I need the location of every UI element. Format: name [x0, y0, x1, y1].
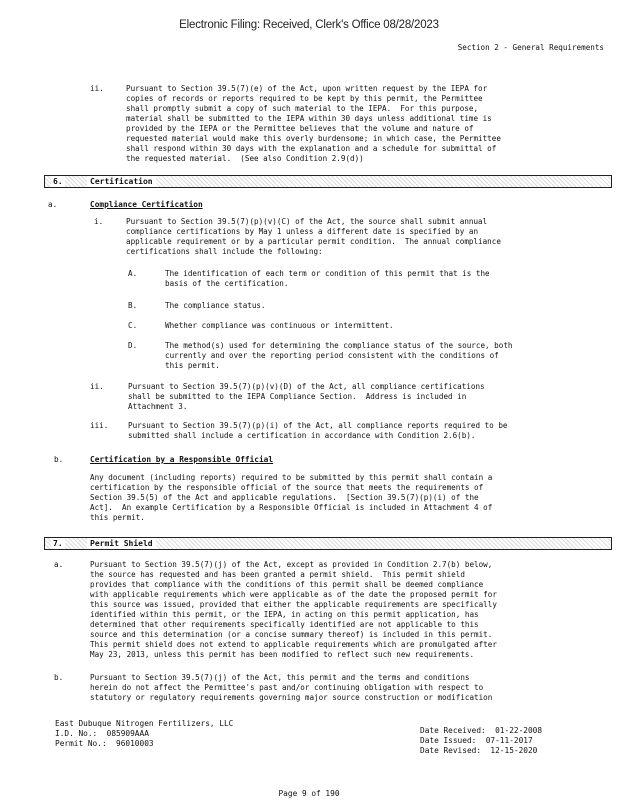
footer-id-number: I.D. No.: 085909AAA [55, 729, 149, 738]
paragraph: Pursuant to Section 39.5(7)(j) of the Act, except as provided in Condition 2.7(b) below, the source has requested and has been granted a permit shield. This permit shield provides that compliance with the conditions of this permit shall be deemed compliance with applicable requirements which were applicable as of the date the proposed permit for this source was issued, provided that either the applicable requirements are specifically identified within this permit, or the IEPA, in acting on this permit application, has determined that other requirements specifically identified are not applicable to this source and this determination (or a concise summary thereof) is included in this permit. This permit shield does not extend to applicable requirements which are promulgated after May 23, 2013, unless this permit has been modified to reflect such new requirements. [90, 560, 497, 659]
paragraph: Whether compliance was continuous or intermittent. [165, 321, 394, 330]
item-label: iii. [90, 421, 109, 430]
footer-date-received: Date Received: 01-22-2008 [420, 726, 543, 735]
paragraph: Pursuant to Section 39.5(7)(p)(v)(C) of the Act, the source shall submit annual compliance certifications by May 1 unless a different date is specified by an applicable requirement or by a particular permit condition. The annual compliance certifications shall include the following: [126, 217, 501, 256]
subsection-heading: Certification by a Responsible Official [90, 455, 274, 464]
filing-stamp: Electronic Filing: Received, Clerk's Office 08/28/2023 [179, 19, 439, 31]
item-label: D. [128, 341, 138, 350]
item-label: ii. [90, 382, 104, 391]
footer-date-issued: Date Issued: 07-11-2017 [420, 736, 533, 745]
subsection-label: a. [48, 200, 58, 209]
section-heading-bar [44, 537, 612, 550]
item-label: B. [128, 301, 138, 310]
section-number: 6. [53, 177, 63, 186]
subsection-label: a. [54, 560, 64, 569]
subsection-heading: Compliance Certification [90, 200, 203, 209]
paragraph: Any document (including reports) required to be submitted by this permit shall contain a certification by the responsible official of the source that meets the requirements of Section 39.5(5) of the Act and applicable regulations. [Section 39.5(7)(p)(i) of the Act]. An example Certification by a Responsible Official is included in Attachment 4 of this permit. [90, 473, 493, 522]
paragraph: Pursuant to Section 39.5(7)(p)(i) of the Act, all compliance reports required to be submitted shall include a certification in accordance with Condition 2.6(b). [128, 421, 508, 440]
paragraph: The identification of each term or condition of this permit that is the basis of the certification. [165, 269, 490, 288]
footer-company: East Dubuque Nitrogen Fertilizers, LLC [55, 719, 234, 728]
paragraph: The compliance status. [165, 301, 266, 310]
section-running-header: Section 2 - General Requirements [457, 43, 604, 52]
footer-date-revised: Date Revised: 12-15-2020 [420, 746, 538, 755]
page-number: Page 9 of 190 [278, 789, 340, 798]
item-label: C. [128, 321, 138, 330]
item-label: ii. [90, 84, 104, 93]
paragraph: Pursuant to Section 39.5(7)(p)(v)(D) of the Act, all compliance certifications shall be submitted to the IEPA Compliance Section. Address is included in Attachment 3. [128, 382, 485, 411]
item-label: A. [128, 269, 138, 278]
paragraph: The method(s) used for determining the compliance status of the source, both currently and over the reporting period consistent with the conditions of this permit. [165, 341, 513, 370]
paragraph: Pursuant to Section 39.5(7)(j) of the Act, this permit and the terms and conditions herein do not affect the Permittee's past and/or continuing obligation with respect to statutory or regulatory requirements governing major source construction or modification [90, 673, 493, 702]
subsection-label: b. [54, 455, 64, 464]
section-title: Permit Shield [87, 538, 156, 549]
section-heading-bar [44, 175, 612, 188]
subsection-label: b. [54, 673, 64, 682]
footer-permit-number: Permit No.: 96010003 [55, 739, 154, 748]
paragraph: Pursuant to Section 39.5(7)(e) of the Act, upon written request by the IEPA for copies of records or reports required to be kept by this permit, the Permittee shall promptly submit a copy of such material to the IEPA. For this purpose, material shall be submitted to the IEPA within 30 days unless additional time is provided by the IEPA or the Permittee believes that the volume and nature of requested material would make this overly burdensome; in which case, the Permittee shall respond within 30 days with the explanation and a schedule for submittal of the requested material. (See also Condition 2.9(d)) [126, 84, 501, 163]
section-number: 7. [53, 539, 63, 548]
item-label: i. [94, 217, 104, 226]
section-title: Certification [87, 176, 156, 187]
